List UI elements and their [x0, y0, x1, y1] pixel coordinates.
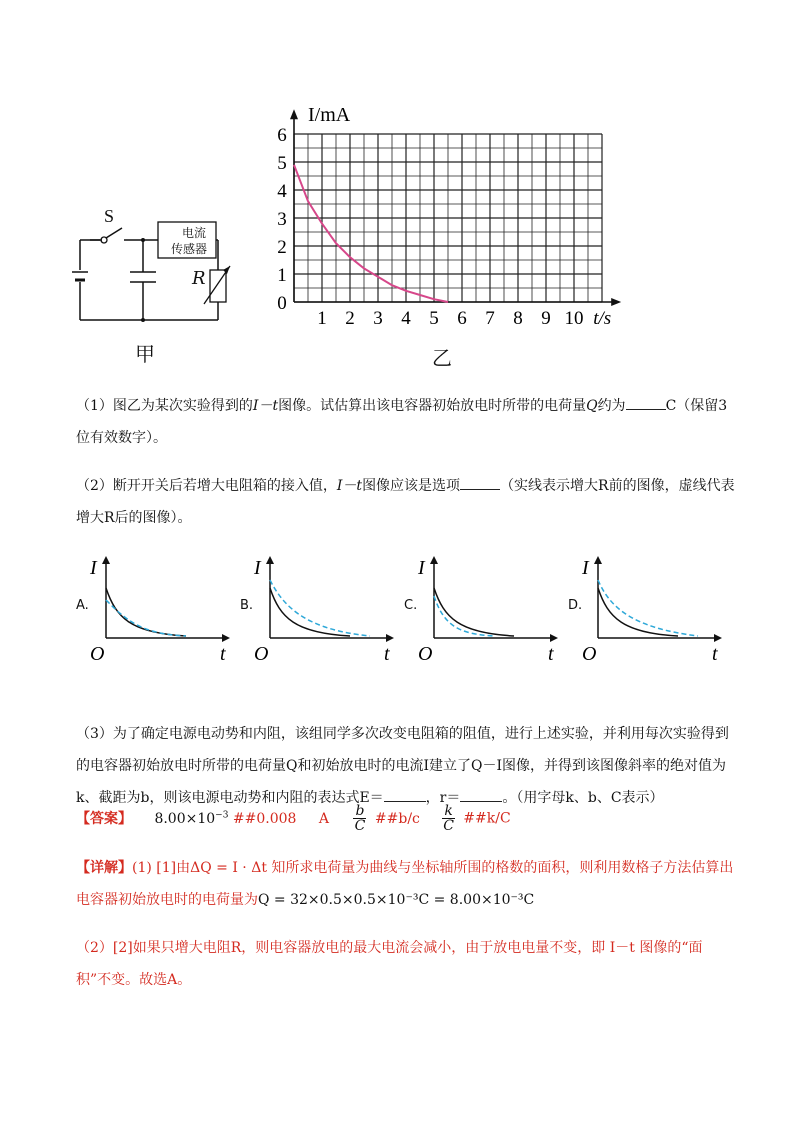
option-y-arrow [594, 556, 602, 564]
option-chart [404, 548, 564, 668]
option-chart [240, 548, 400, 668]
option-dashed-curve [270, 580, 370, 636]
option-y-arrow [266, 556, 274, 564]
option-axis-t: t [220, 643, 226, 665]
x-tick-label: 9 [541, 308, 551, 329]
answer-row [76, 800, 511, 834]
x-tick-label: 5 [429, 308, 439, 329]
option-b[interactable] [240, 548, 400, 668]
answer-blank-q1[interactable] [626, 409, 666, 410]
x-tick-label: 3 [373, 308, 383, 329]
option-y-arrow [102, 556, 110, 564]
option-chart [76, 548, 236, 668]
option-solid-curve [434, 588, 514, 636]
switch-lever [106, 228, 122, 238]
x-axis-label: t/s [593, 308, 612, 329]
option-dashed-curve [434, 596, 494, 636]
junction-dot [141, 318, 145, 322]
option-axis-o: O [254, 643, 269, 665]
option-axis-o: O [90, 643, 105, 665]
option-axis-t: t [712, 643, 718, 665]
resistor-label: R [192, 268, 206, 289]
answer-value-1: $8.00\times 10^{-3}$ [154, 810, 229, 827]
x-tick-label: 10 [564, 308, 584, 329]
answer-blank-q2[interactable] [460, 489, 500, 490]
y-tick-label: 3 [277, 209, 287, 230]
option-chart [568, 548, 728, 668]
option-solid-curve [598, 588, 678, 636]
answer-label: 【答案】 [76, 810, 132, 827]
option-x-arrow [222, 634, 230, 642]
option-x-arrow [550, 634, 558, 642]
detail-2: （2）[2]如果只增大电阻R，则电容器放电的最大电流会减小，由于放电电量不变，即 I－t 图像的“面积”不变。故选A。 [76, 940, 703, 988]
junction-dot [141, 238, 145, 242]
option-letter: D. [568, 598, 583, 613]
option-c[interactable] [404, 548, 564, 668]
option-axis-i: I [418, 557, 425, 579]
option-axis-o: O [418, 643, 433, 665]
option-letter: C. [404, 598, 418, 613]
sensor-label-line2: 传感器 [170, 242, 207, 256]
option-dashed-curve [106, 600, 186, 636]
answer-fraction-1: $\frac{b}{C}$ [354, 803, 366, 835]
option-letter: B. [240, 598, 254, 613]
answer-alt-1: ##0.008 [232, 810, 297, 827]
series-line-i-t [294, 165, 448, 302]
answer-value-2: A [318, 810, 330, 827]
option-letter: A. [76, 598, 89, 613]
option-axis-o: O [582, 643, 597, 665]
answer-alt-3: ##k/C [463, 810, 511, 827]
answer-alt-2: ##b/c [374, 810, 420, 827]
y-tick-label: 5 [277, 153, 287, 174]
option-axis-t: t [384, 643, 390, 665]
i-t-chart [270, 98, 630, 338]
y-tick-label: 4 [277, 181, 287, 202]
y-tick-label: 0 [277, 293, 287, 314]
x-tick-label: 6 [457, 308, 467, 329]
y-axis-arrow [290, 109, 298, 119]
option-axis-i: I [254, 557, 261, 579]
option-x-arrow [386, 634, 394, 642]
option-solid-curve [270, 588, 350, 636]
answer-fraction-2: $\frac{k}{C}$ [443, 803, 454, 835]
x-tick-label: 1 [317, 308, 327, 329]
option-dashed-curve [598, 580, 698, 636]
option-y-arrow [430, 556, 438, 564]
option-axis-i: I [90, 557, 97, 579]
switch-label: S [104, 206, 115, 226]
detail-1: 【详解】(1) [1]由ΔQ = I · Δt 知所求电荷量为曲线与坐标轴所围的格数的面积，则利用数格子方法估算出电容器初始放电时的电荷量为Q = 32×0.5×0.5×10⁻³C = 8.00×10⁻³C [76, 860, 734, 908]
x-tick-label: 7 [485, 308, 495, 329]
circuit-caption: 甲 [135, 342, 155, 366]
x-tick-label: 8 [513, 308, 523, 329]
option-axis-t: t [548, 643, 554, 665]
question-2: （2）断开开关后若增大电阻箱的接入值，I－t图像应该是选项 （实线表示增大R前的图像，虚线代表增大R后的图像）。 [76, 478, 735, 526]
x-tick-label: 2 [345, 308, 355, 329]
x-tick-label: 4 [401, 308, 411, 329]
chart-caption: 乙 [432, 346, 452, 370]
question-3: （3）为了确定电源电动势和内阻，该组同学多次改变电阻箱的阻值，进行上述实验，并利用每次实验得到的电容器初始放电时所带的电荷量Q和初始放电时的电流I建立了Q－I图像，并得到该图像斜率的绝对值为k、截距为b，则该电源电动势和内阻的表达式E＝ ，r＝ 。（用字母k、b、C表示） [76, 726, 729, 806]
question-1: （1）图乙为某次实验得到的I－t图像。试估算出该电容器初始放电时所带的电荷量Q约为 C（保留3位有效数字）。 [76, 398, 728, 446]
option-axis-i: I [582, 557, 589, 579]
y-axis-label: I/mA [308, 104, 351, 127]
x-axis-arrow [611, 298, 621, 306]
sensor-label-line1: 电流 [181, 226, 206, 240]
option-a[interactable] [76, 548, 236, 668]
option-x-arrow [714, 634, 722, 642]
option-d[interactable] [568, 548, 728, 668]
y-tick-label: 1 [277, 265, 287, 286]
y-tick-label: 6 [277, 125, 287, 146]
y-tick-label: 2 [277, 237, 287, 258]
